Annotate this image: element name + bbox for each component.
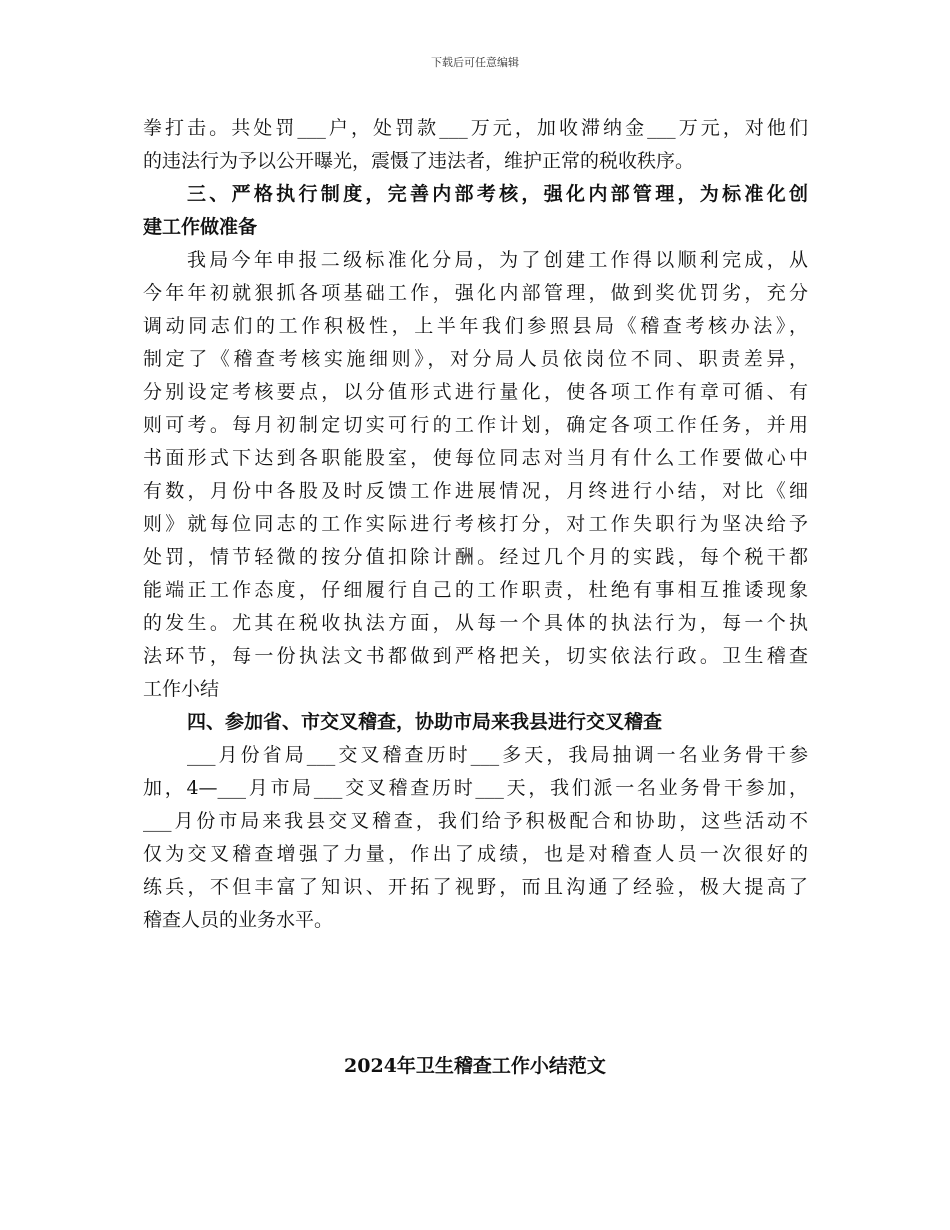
text-line: 我局今年申报二级标准化分局，为了创建工作得以顺利完成，从 — [187, 249, 808, 271]
text-line: 调动同志们的工作积极性，上半年我们参照县局《稽查考核办法》， — [143, 315, 808, 337]
section-heading-line: 建工作做准备 — [143, 216, 258, 238]
text-line: 的发生。尤其在税收执法方面，从每一个具体的执法行为，每一个执 — [143, 612, 808, 634]
text-line: 练兵，不但丰富了知识、开拓了视野，而且沟通了经验，极大提高了 — [143, 876, 808, 898]
text-line: 仅为交叉稽查增强了力量，作出了成绩，也是对稽查人员一次很好的 — [143, 843, 808, 865]
text-line: 分别设定考核要点，以分值形式进行量化，使各项工作有章可循、有 — [143, 381, 808, 403]
text-line: 制定了《稽查考核实施细则》，对分局人员依岗位不同、职责差异， — [143, 348, 808, 370]
text-line: 能端正工作态度，仔细履行自己的工作职责，杜绝有事相互推诿现象 — [143, 579, 808, 601]
text-line: 今年年初就狠抓各项基础工作，强化内部管理，做到奖优罚劣，充分 — [143, 282, 808, 304]
section-heading-line: 三、严格执行制度，完善内部考核，强化内部管理，为标准化创 — [187, 183, 808, 205]
text-line: 则》就每位同志的工作实际进行考核打分，对工作失职行为坚决给予 — [143, 513, 808, 535]
text-line: 有数，月份中各股及时反馈工作进展情况，月终进行小结，对比《细 — [143, 480, 808, 502]
text-line: ___月份省局___交叉稽查历时___多天，我局抽调一名业务骨干参 — [187, 744, 808, 766]
page-header-note: 下载后可任意编辑 — [431, 56, 519, 69]
document-title: 2024年卫生稽查工作小结范文 — [344, 1055, 606, 1077]
text-line: 的违法行为予以公开曝光，震慑了违法者，维护正常的税收秩序。 — [143, 150, 695, 172]
text-line: 处罚，情节轻微的按分值扣除计酬。经过几个月的实践，每个税干都 — [143, 546, 808, 568]
text-line: 则可考。每月初制定切实可行的工作计划，确定各项工作任务，并用 — [143, 414, 808, 436]
text-line: 书面形式下达到各职能股室，使每位同志对当月有什么工作要做心中 — [143, 447, 808, 469]
text-line: ___月份市局来我县交叉稽查，我们给予积极配合和协助，这些活动不 — [143, 810, 808, 832]
document-body — [143, 112, 808, 937]
text-line: 法环节，每一份执法文书都做到严格把关，切实依法行政。卫生稽查 — [143, 645, 808, 667]
section-heading-line: 四、参加省、市交叉稽查，协助市局来我县进行交叉稽查 — [187, 711, 663, 733]
text-line: 拳打击。共处罚___户，处罚款___万元，加收滞纳金___万元，对他们 — [143, 117, 808, 139]
text-line: 工作小结 — [143, 678, 220, 700]
text-line: 加，4—___月市局___交叉稽查历时___天，我们派一名业务骨干参加， — [143, 777, 808, 799]
text-line: 稽查人员的业务水平。 — [143, 909, 334, 931]
